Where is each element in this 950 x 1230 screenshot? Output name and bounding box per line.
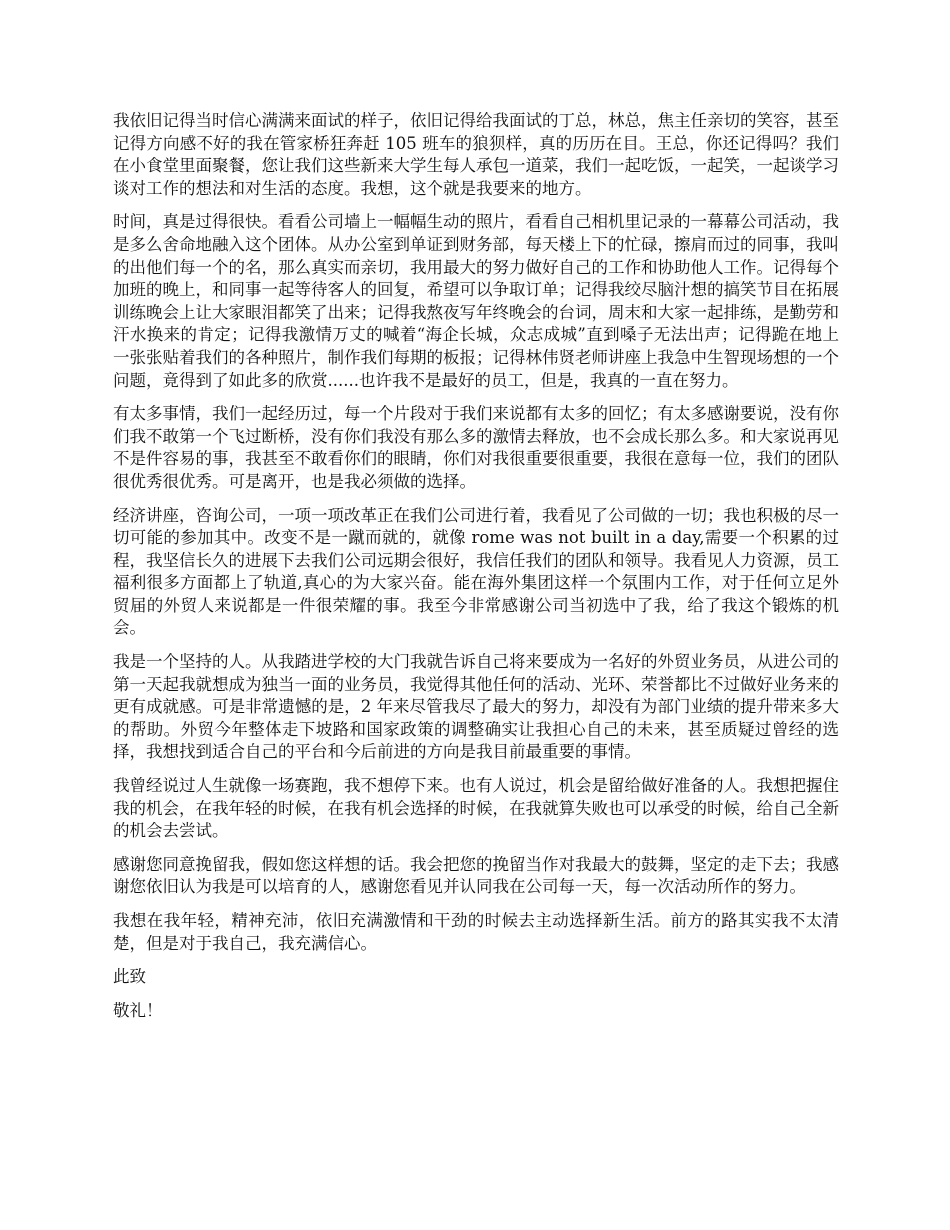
paragraph-shared-experiences: 有太多事情，我们一起经历过，每一个片段对于我们来说都有太多的回忆；有太多感谢要说，没有你们我不敢第一个飞过断桥，没有你们我没有那么多的激情去释放，也不会成长那么多。和大家说再见不是件容易的事，我甚至不敢看你们的眼睛，你们对我很重要很重要，我很在意每一位，我们的团队很优秀很优秀。可是离开，也是我必须做的选择。 bbox=[113, 404, 839, 491]
paragraph-time-passes: 时间，真是过得很快。看看公司墙上一幅幅生动的照片，看看自己相机里记录的一幕幕公司活动，我是多么舍命地融入这个团体。从办公室到单证到财务部，每天楼上下的忙碌，擦肩而过的同事，我叫的出他们每一个的名，那么真实而亲切，我用最大的努力做好自己的工作和协助他人工作。记得每个加班的晚上，和同事一起等待客人的回复，希望可以争取订单；记得我绞尽脑汁想的搞笑节目在拓展训练晚会上让大家眼泪都笑了出来；记得我熬夜写年终晚会的台词，周末和大家一起排练，是勤劳和汗水换来的肯定；记得我激情万丈的喊着“海企长城，众志成城”直到嗓子无法出声；记得跪在地上一张张贴着我们的各种照片，制作我们每期的板报；记得林伟贤老师讲座上我急中生智现场想的一个问题，竟得到了如此多的欣赏......也许我不是最好的员工，但是，我真的一直在努力。 bbox=[113, 212, 839, 390]
paragraph-persistence: 我是一个坚持的人。从我踏进学校的大门我就告诉自己将来要成为一名好的外贸业务员，从进公司的第一天起我就想成为独当一面的业务员，我觉得其他任何的活动、光环、荣誉都比不过做好业务来的更有成就感。可是非常遗憾的是，2 年来尽管我尽了最大的努力，却没有为部门业绩的提升带来多大的帮助。外贸今年整体走下坡路和国家政策的调整确实让我担心自己的未来，甚至质疑过曾经的选择，我想找到适合自己的平台和今后前进的方向是我目前最重要的事情。 bbox=[113, 652, 839, 762]
closing-salutation: 此致 bbox=[113, 967, 146, 987]
paragraph-life-race: 我曾经说过人生就像一场赛跑，我不想停下来。也有人说过，机会是留给做好准备的人。我想把握住我的机会，在我年轻的时候，在我有机会选择的时候，在我就算失败也可以承受的时候，给自己全新的机会去尝试。 bbox=[113, 776, 839, 841]
letter-body bbox=[113, 110, 839, 1033]
closing-regards: 敬礼！ bbox=[113, 1000, 163, 1020]
paragraph-interview-memory: 我依旧记得当时信心满满来面试的样子，依旧记得给我面试的丁总，林总，焦主任亲切的笑容，甚至记得方向感不好的我在管家桥狂奔赶 105 班车的狼狈样，真的历历在目。王总，你还记得吗？我们在小食堂里面聚餐，您让我们这些新来大学生每人承包一道菜，我们一起吃饭，一起笑，一起谈学习谈对工作的想法和对生活的态度。我想，这个就是我要来的地方。 bbox=[113, 111, 839, 198]
paragraph-company-reform: 经济讲座，咨询公司，一项一项改革正在我们公司进行着，我看见了公司做的一切；我也积极的尽一切可能的参加其中。改变不是一蹴而就的，就像 rome was not built in a day,需要一个积累的过程，我坚信长久的进展下去我们公司远期会很好，我信任我们的团队和领导。我看见人力资源，员工福利很多方面都上了轨道,真心的为大家兴奋。能在海外集团这样一个氛围内工作，对于任何立足外贸届的外贸人来说都是一件很荣耀的事。我至今非常感谢公司当初选中了我，给了我这个锻炼的机会。 bbox=[113, 505, 839, 638]
paragraph-new-life: 我想在我年轻，精神充沛，依旧充满激情和干劲的时候去主动选择新生活。前方的路其实我不太清楚，但是对于我自己，我充满信心。 bbox=[113, 911, 839, 953]
paragraph-gratitude: 感谢您同意挽留我，假如您这样想的话。我会把您的挽留当作对我最大的鼓舞，坚定的走下去；我感谢您依旧认为我是可以培育的人，感谢您看见并认同我在公司每一天，每一次活动所作的努力。 bbox=[113, 854, 839, 897]
